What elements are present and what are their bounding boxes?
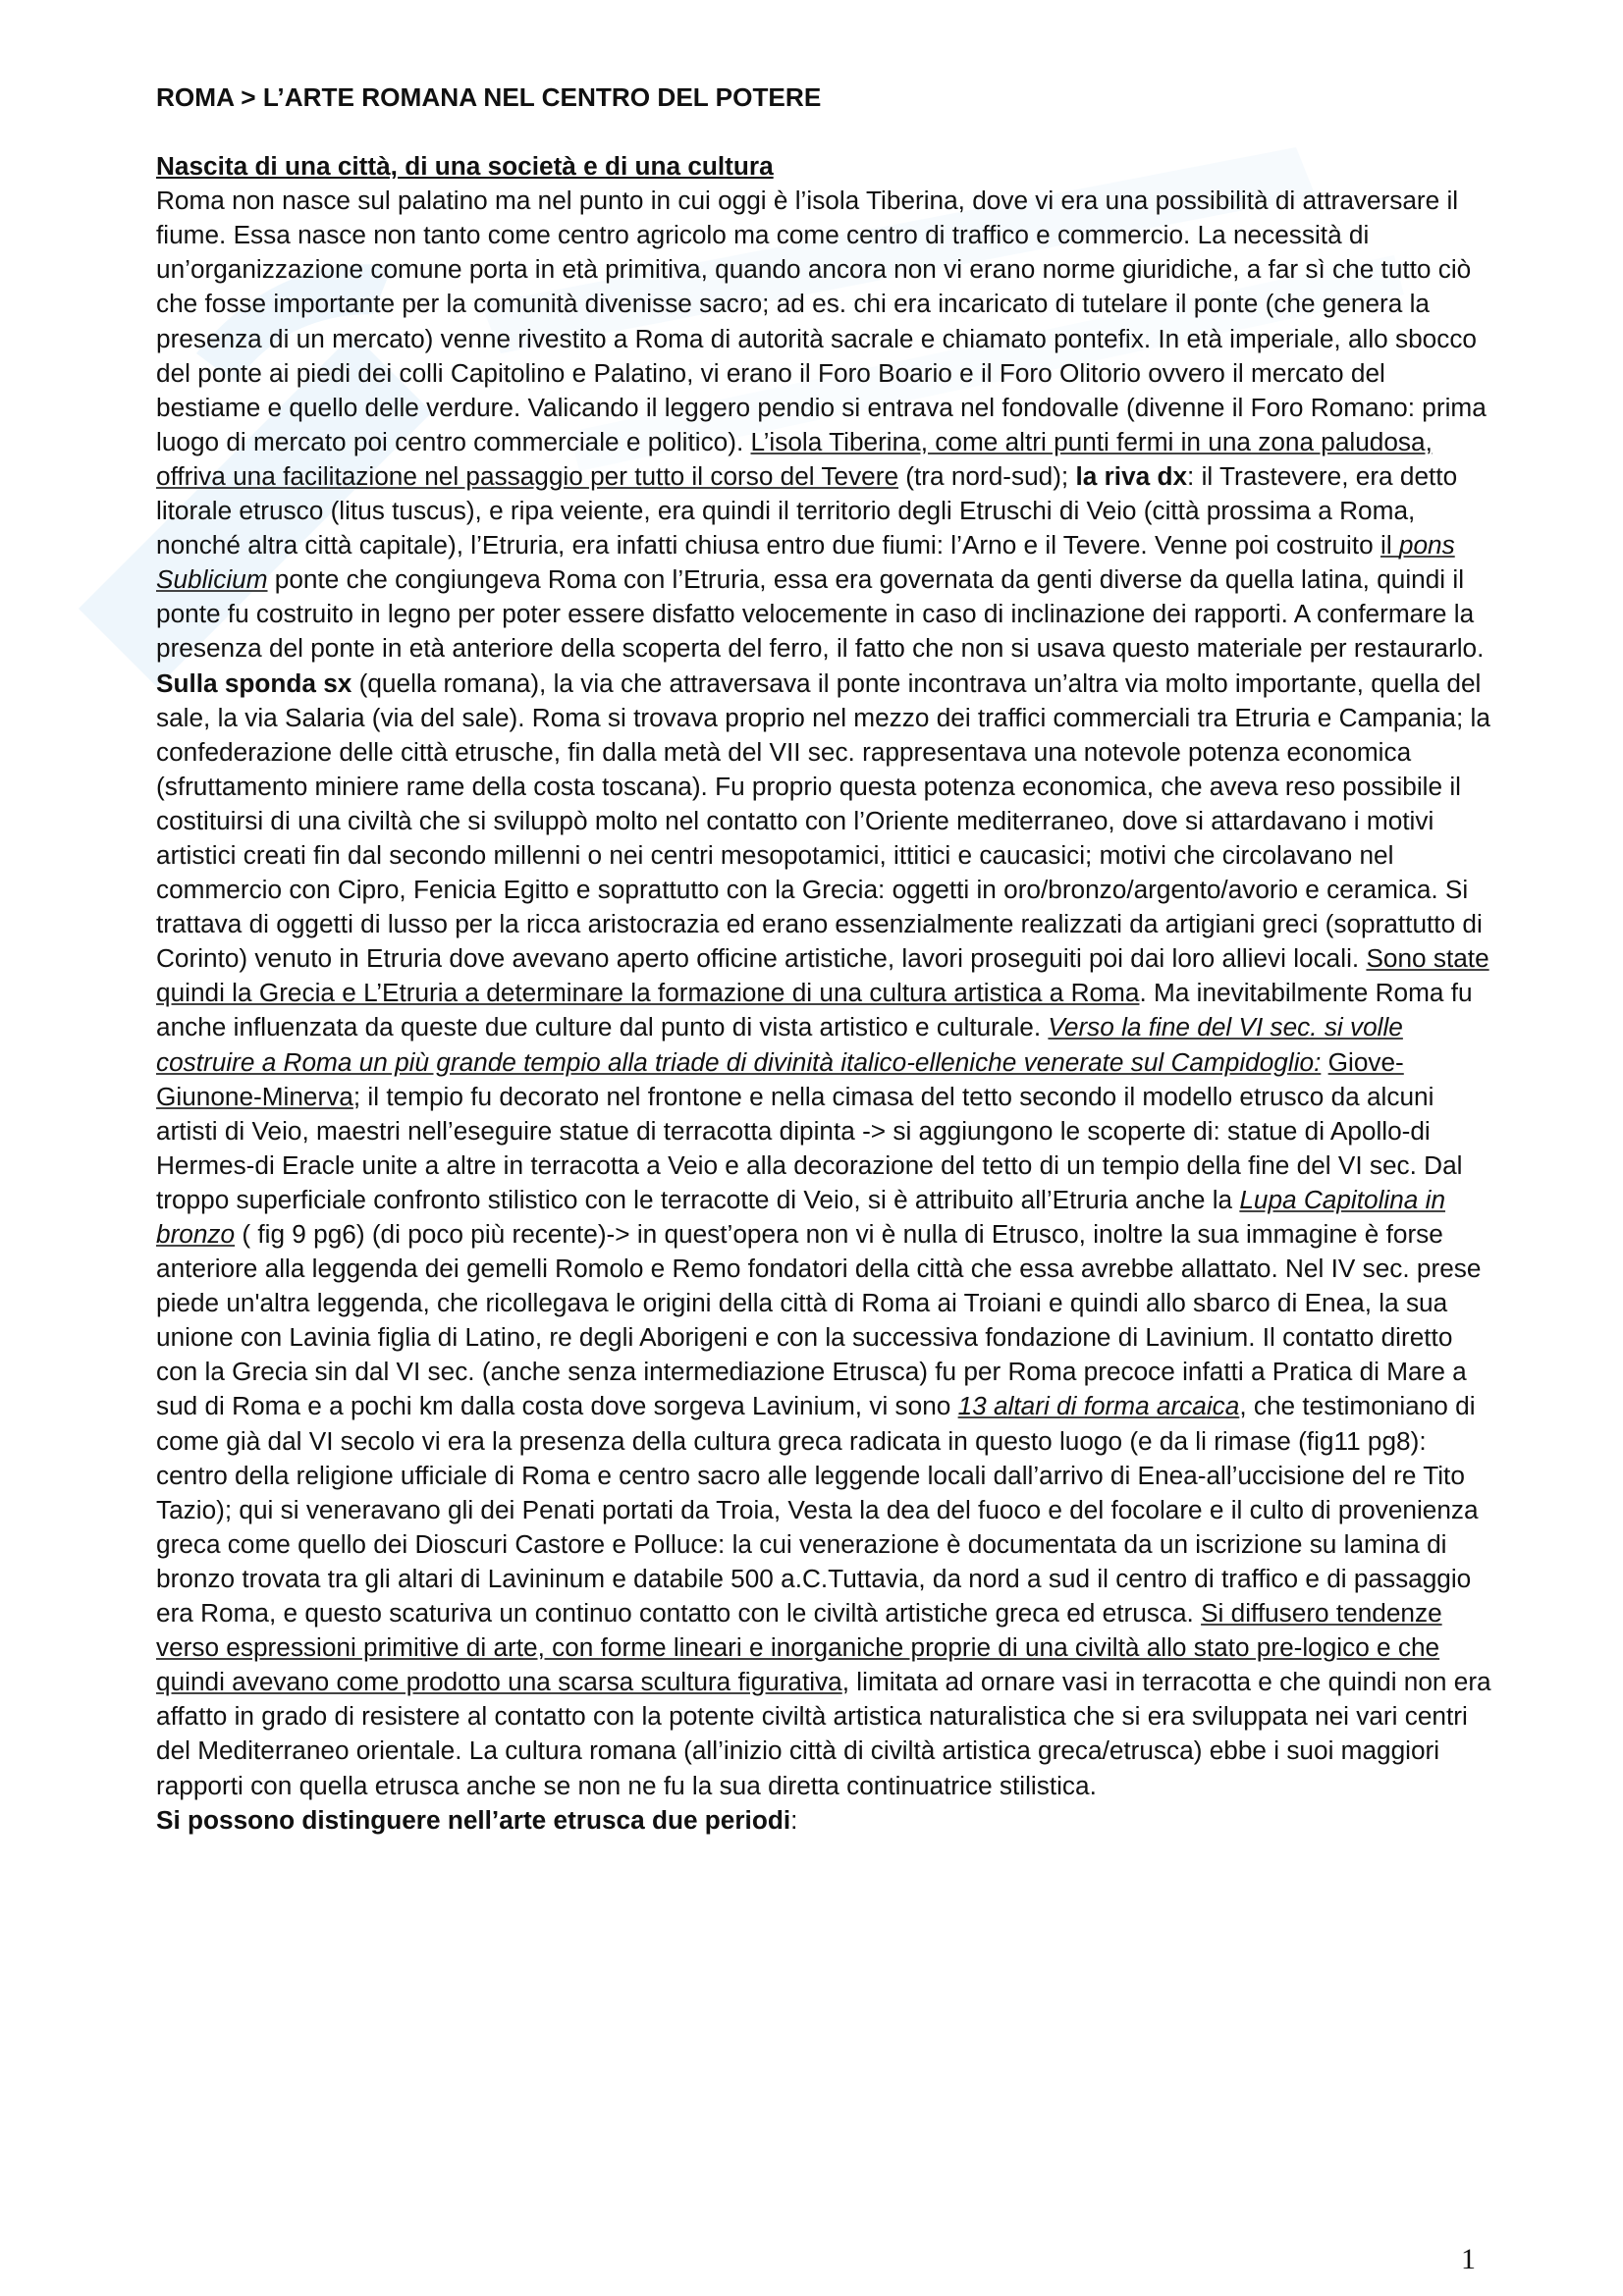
italic-underlined-term: Lupa Capitolina in bronzo [156, 1184, 1446, 1249]
text-run: . Ma inevitabilmente Roma fu anche influenzata da queste due culture dal punto di vista artistico e culturale. [156, 978, 1473, 1042]
page-number: 1 [1461, 2243, 1476, 2275]
text-run [1321, 1047, 1327, 1077]
text-run: , limitata ad ornare vasi in terracotta e che quindi non era affatto in grado di resistere al contatto con la potente civiltà artistica naturalistica che si era sviluppata nei vari centri del Mediterraneo orientale. La cultura romana (all’inizio città di civiltà artistica greca/etrusca) ebbe i suoi maggiori rapporti con quella etrusca anche se non ne fu la sua diretta continuatrice stilistica. [156, 1667, 1491, 1800]
text-run: (tra nord-sud); [898, 460, 1076, 491]
underlined-passage: Sono state quindi la Grecia e L’Etruria a determinare la formazione di una cultura artistica a Roma [156, 943, 1489, 1008]
closing-tail: : [790, 1804, 798, 1835]
text-run: ponte che congiungeva Roma con l’Etruria, essa era governata da genti diverse da quella latina, quindi il ponte fu costruito in legno per poter essere disfatto velocemente in caso di inclinazione dei rapporti. A confermare la presenza del ponte in età anteriore della scoperta del ferro, il fatto che non si usava questo materiale per restaurarlo. [156, 564, 1485, 664]
text-run: Roma non nasce sul palatino ma nel punto in cui oggi è l’isola Tiberina, dove vi era una possibilità di attraversare il fiume. Essa nasce non tanto come centro agricolo ma come centro di traffico e commercio. La necessità di un’organizzazione comune porta in età primitiva, quando ancora non vi erano norme giuridiche, a far sì che tutto ciò che fosse importante per la comunità divenisse sacro; ad es. chi era incaricato di tutelare il ponte (che genera la presenza di un mercato) venne rivestito a Roma di autorità sacrale e chiamato pontefix. In età imperiale, allo sbocco del ponte ai piedi dei colli Capitolino e Palatino, vi erano il Foro Boario e il Foro Olitorio ovvero il mercato del bestiame e quello delle verdure. Valicando il leggero pendio si entrava nel fondovalle (divenne il Foro Romano: prima luogo di mercato poi centro commerciale e politico). [156, 186, 1487, 456]
italic-underlined-passage: Verso la fine del VI sec. si volle costruire a Roma un più grande tempio alla triade di divinità italico-elleniche venerate sul Campidoglio: [156, 1012, 1403, 1077]
bold-term: la riva dx [1075, 460, 1188, 491]
underlined-passage: L’isola Tiberina, come altri punti fermi in una zona paludosa, offriva una facilitazione nel passaggio per tutto il corso del Tevere [156, 426, 1433, 491]
text-run: , che testimoniano di come già dal VI secolo vi era la presenza della cultura greca radicata in questo luogo (e da li rimase (fig11 pg8): centro della religione ufficiale di Roma e centro sacro alle leggende locali dall’arrivo di Enea-all’uccisione del re Tito Tazio); qui si veneravano gli dei Penati portati da Troia, Vesta la dea del fuoco e del focolare e il culto di provenienza greca come quello dei Dioscuri Castore e Polluce: la cui venerazione è documentata da un iscrizione su lamina di bronzo trovata tra gli altari di Lavininum e databile 500 a.C.Tuttavia, da nord a sud il centro di traffico e di passaggio era Roma, e questo scaturiva un continuo contatto con le civiltà artistiche greca ed etrusca. [156, 1391, 1479, 1629]
body-paragraph [156, 184, 1491, 1802]
underlined-passage: Giove-Giunone-Minerva [156, 1046, 1404, 1111]
document-content [156, 80, 1491, 1838]
document-title: ROMA > L’ARTE ROMANA NEL CENTRO DEL POTERE [156, 82, 822, 112]
italic-underlined-term: pons Sublicium [156, 530, 1455, 595]
bold-term: Sulla sponda sx [156, 667, 352, 698]
text-run: ; il tempio fu decorato nel frontone e nella cimasa del tetto secondo il modello etrusco da alcuni artisti di Veio, maestri nell’eseguire statue di terracotta dipinta -> si aggiungono le scoperte di: statue di Apollo-di Hermes-di Eracle unite a altre in terracotta a Veio e alla decorazione del tetto di un tempio della fine del VI sec. Dal troppo superficiale confronto stilistico con le terracotte di Veio, si è attribuito all’Etruria anche la [156, 1081, 1463, 1214]
closing-bold: Si possono distinguere nell’arte etrusca due periodi [156, 1804, 791, 1835]
text-run: : il Trastevere, era detto litorale etrusco (litus tuscus), e ripa veiente, era quindi il territorio degli Etruschi di Veio (città prossima a Roma, nonché altra città capitale), l’Etruria, era infatti chiusa entro due fiumi: l’Arno e il Tevere. Venne poi costruito [156, 460, 1458, 561]
section-heading: Nascita di una città, di una società e di una cultura [156, 151, 774, 182]
underlined-passage: il [1380, 530, 1399, 561]
text-run: ( fig 9 pg6) (di poco più recente)-> in quest’opera non vi è nulla di Etrusco, inoltre la sua immagine è forse anteriore alla leggenda dei gemelli Romolo e Remo fondatori della città che essa avrebbe allattato. Nel IV sec. prese piede un'altra leggenda, che ricollegava le origini della città di Roma ai Troiani e quindi allo sbarco di Enea, la sua unione con Lavinia figlia di Latino, re degli Aborigeni e con la successiva fondazione di Lavinium. Il contatto diretto con la Grecia sin dal VI sec. (anche senza intermediazione Etrusca) fu per Roma precoce infatti a Pratica di Mare a sud di Roma e a pochi km dalla costa dove sorgeva Lavinium, vi sono [156, 1219, 1482, 1421]
italic-underlined-term: 13 altari di forma arcaica [957, 1391, 1240, 1421]
underlined-passage: Si diffusero tendenze verso espressioni primitive di arte, con forme lineari e inorganiche proprie di una civiltà allo stato pre-logico e che quindi avevano come prodotto una scarsa scultura figurativa [156, 1598, 1442, 1697]
text-run: (quella romana), la via che attraversava il ponte incontrava un’altra via molto importante, quella del sale, la via Salaria (via del sale). Roma si trovava proprio nel mezzo dei traffici commerciali tra Etruria e Campania; la confederazione delle città etrusche, fin dalla metà del VII sec. rappresentava una notevole potenza economica (sfruttamento miniere rame della costa toscana). Fu proprio questa potenza economica, che aveva reso possibile il costituirsi di una civiltà che si sviluppò molto nel contatto con l’Oriente mediterraneo, dove si attardavano i motivi artistici creati fin dal secondo millenni o nei centri mesopotamici, ittitici e caucasici; motivi che circolavano nel commercio con Cipro, Fenicia Egitto e soprattutto con la Grecia: oggetti in oro/bronzo/argento/avorio e ceramica. Si trattava di oggetti di lusso per la ricca aristocrazia ed erano essenzialmente realizzati da artigiani greci (soprattutto di Corinto) venuto in Etruria dove avevano aperto officine artistiche, lavori proseguiti poi dai loro allievi locali. [156, 667, 1490, 974]
closing-line [156, 1803, 1491, 1838]
